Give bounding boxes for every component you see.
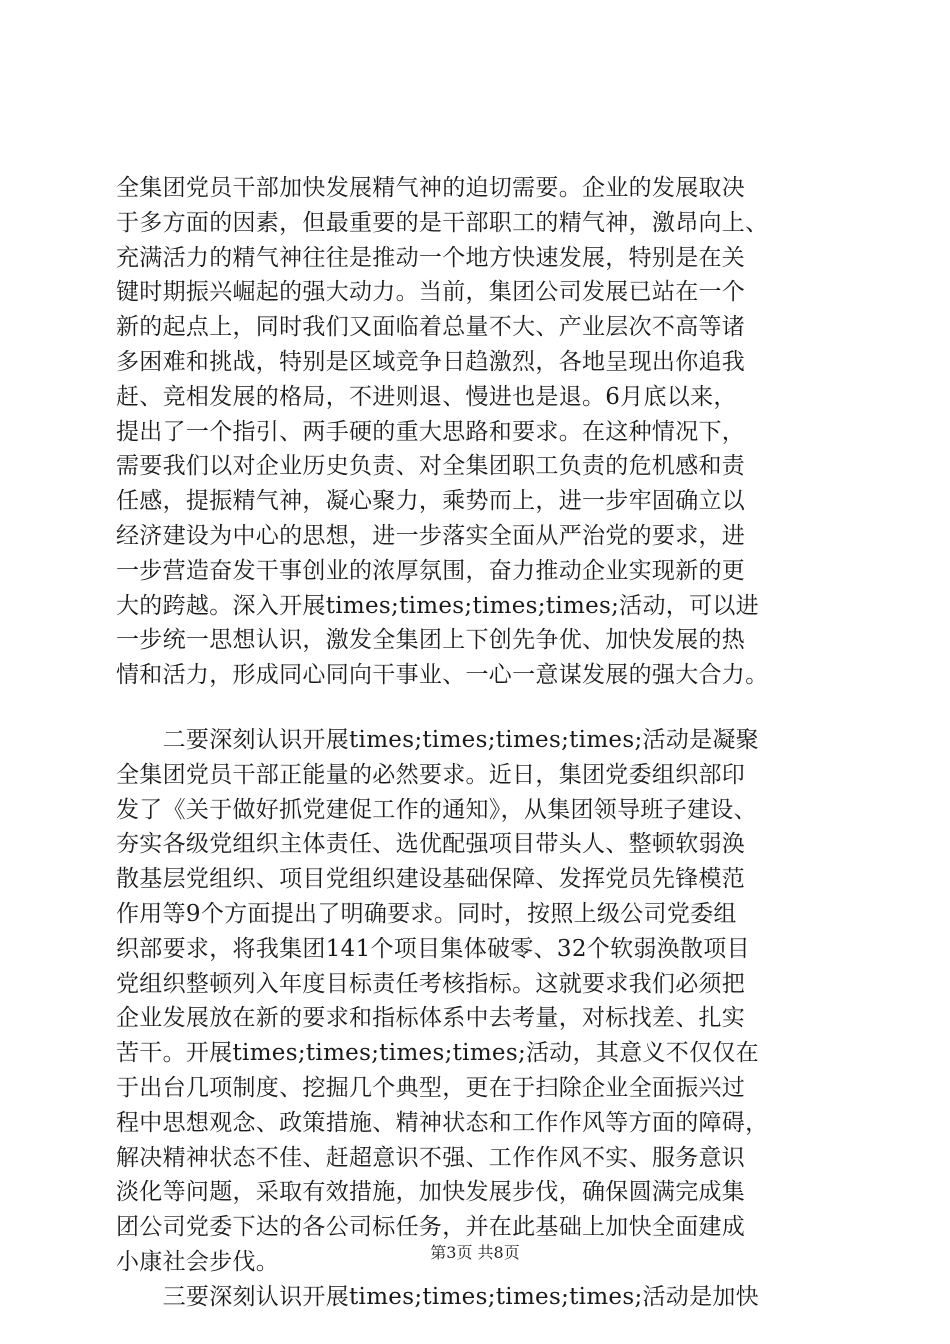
text-line: 解决精神状态不佳、赶超意识不强、工作作风不实、服务意识: [116, 1144, 746, 1171]
text-line: 全集团党员干部正能量的必然要求。近日，集团党委组织部印: [116, 761, 746, 788]
text-line: 作用等9个方面提出了明确要求。同时，按照上级公司党委组: [116, 900, 737, 927]
text-line: 党组织整顿列入年度目标责任考核指标。这就要求我们必须把: [116, 970, 746, 997]
paragraph-spacer: [116, 693, 836, 723]
paragraph-3: [116, 1280, 836, 1315]
text-line: 新的起点上，同时我们又面临着总量不大、产业层次不高等诸: [116, 314, 746, 341]
document-body: [116, 171, 836, 1315]
text-line: 需要我们以对企业历史负责、对全集团职工负责的危机感和责: [116, 453, 746, 480]
text-line: 一步营造奋发干事创业的浓厚氛围，奋力推动企业实现新的更: [116, 557, 746, 584]
text-line: 充满活力的精气神往往是推动一个地方快速发展，特别是在关: [116, 244, 746, 271]
text-line: 多困难和挑战，特别是区域竞争日趋激烈，各地呈现出你追我: [116, 348, 746, 375]
text-line: 程中思想观念、政策措施、精神状态和工作作风等方面的障碍，: [116, 1109, 769, 1136]
text-line: 于多方面的因素，但最重要的是干部职工的精气神，激昂向上、: [116, 209, 769, 236]
text-line: 夯实各级党组织主体责任、选优配强项目带头人、整顿软弱涣: [116, 831, 746, 858]
text-line: 二要深刻认识开展times;times;times;times;活动是凝聚: [116, 726, 759, 753]
text-line: 任感，提振精气神，凝心聚力，乘势而上，进一步牢固确立以: [116, 488, 746, 515]
text-line: 苦干。开展times;times;times;times;活动，其意义不仅仅在: [116, 1040, 759, 1067]
text-line: 全集团党员干部加快发展精气神的迫切需要。企业的发展取决: [116, 175, 746, 201]
text-line: 经济建设为中心的思想，进一步落实全面从严治党的要求，进: [116, 522, 746, 549]
page-footer: 第3页 共8页: [430, 1243, 520, 1262]
text-line: 赶、竞相发展的格局，不进则退、慢进也是退。6月底以来，: [116, 383, 737, 410]
text-line: 散基层党组织、项目党组织建设基础保障、发挥党员先锋模范: [116, 866, 746, 893]
text-line: 于出台几项制度、挖掘几个典型，更在于扫除企业全面振兴过: [116, 1074, 746, 1101]
paragraph-1: [116, 171, 836, 693]
text-line: 键时期振兴崛起的强大动力。当前，集团公司发展已站在一个: [116, 279, 746, 306]
text-line: 三要深刻认识开展times;times;times;times;活动是加快: [116, 1283, 759, 1310]
text-line: 情和活力，形成同心同向干事业、一心一意谋发展的强大合力。: [116, 662, 769, 689]
text-line: 一步统一思想认识，激发全集团上下创先争优、加快发展的热: [116, 627, 746, 654]
text-line: 团公司党委下达的各公司标任务，并在此基础上加快全面建成: [116, 1214, 746, 1241]
text-line: 小康社会步伐。: [116, 1248, 280, 1275]
paragraph-2: [116, 723, 836, 1280]
text-line: 提出了一个指引、两手硬的重大思路和要求。在这种情况下，: [116, 418, 746, 445]
text-line: 企业发展放在新的要求和指标体系中去考量，对标找差、扎实: [116, 1005, 746, 1032]
text-line: 织部要求，将我集团141个项目集体破零、32个软弱涣散项目: [116, 935, 750, 962]
text-line: 淡化等问题，采取有效措施，加快发展步伐，确保圆满完成集: [116, 1179, 746, 1206]
text-line: 大的跨越。深入开展times;times;times;times;活动，可以进: [116, 592, 759, 619]
text-line: 发了《关于做好抓党建促工作的通知》，从集团领导班子建设、: [116, 796, 757, 823]
